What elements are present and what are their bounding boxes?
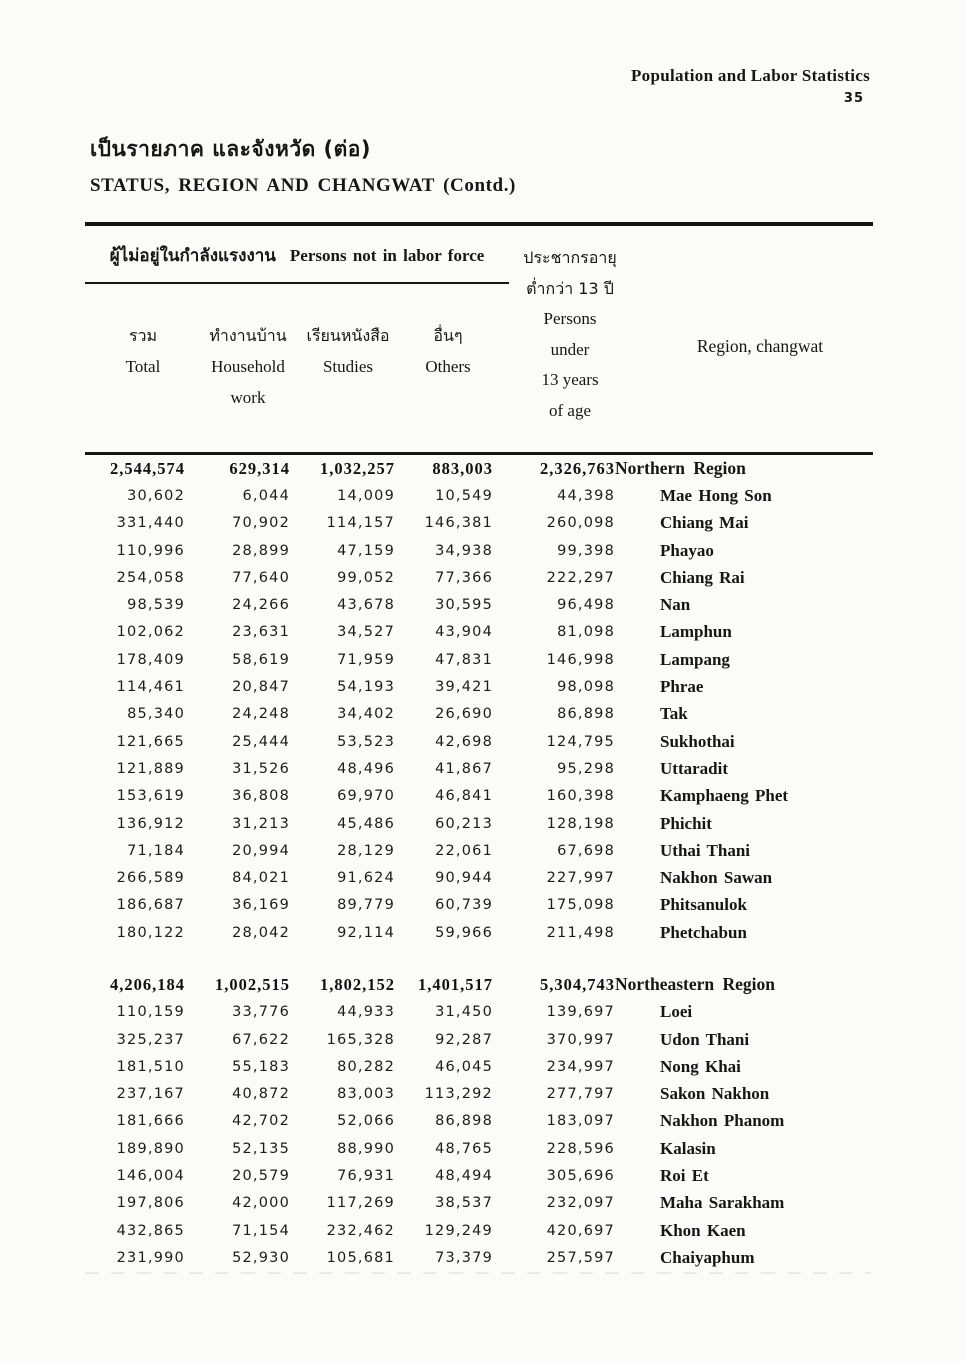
cell-others: 42,698	[435, 733, 493, 750]
table-row	[85, 1053, 873, 1080]
table-header	[85, 222, 873, 455]
cell-under13: 96,498	[557, 597, 615, 614]
cell-others: 43,904	[435, 624, 493, 641]
column-header-others-english: Others	[425, 357, 471, 376]
cell-studies: 105,681	[326, 1249, 395, 1266]
cell-under13: 2,326,763	[540, 458, 615, 478]
section-spacer	[85, 946, 873, 971]
cell-region-changwat: Phetchabun	[660, 922, 747, 942]
column-header-total	[88, 320, 198, 382]
cell-region-changwat: Udon Thani	[660, 1029, 750, 1049]
cell-studies: 83,003	[337, 1086, 395, 1103]
cell-studies: 44,933	[337, 1004, 395, 1021]
table-row	[85, 1081, 873, 1108]
cell-region-changwat: Northeastern Region	[615, 974, 776, 995]
cell-studies: 53,523	[337, 733, 395, 750]
cell-under13: 67,698	[557, 842, 615, 859]
table-row	[85, 755, 873, 782]
group-header-not-in-labor-force	[85, 242, 509, 269]
cell-studies: 43,678	[337, 597, 395, 614]
cell-region-changwat: Nan	[660, 595, 691, 615]
cell-region-changwat: Nakhon Phanom	[660, 1111, 785, 1131]
cell-region-changwat: Phichit	[660, 813, 712, 833]
table-row	[85, 510, 873, 537]
cell-total: 432,865	[116, 1222, 185, 1239]
cell-total: 30,602	[127, 487, 185, 504]
cell-household: 23,631	[232, 624, 290, 641]
table-row	[85, 482, 873, 509]
column-header-others-thai: อื่นๆ	[433, 326, 463, 345]
cell-others: 30,595	[435, 597, 493, 614]
under13-thai-line1: ประชากรอายุ	[523, 248, 617, 267]
table-row	[85, 537, 873, 564]
cell-under13: 98,098	[557, 679, 615, 696]
cell-under13: 228,596	[546, 1140, 615, 1157]
cell-under13: 257,597	[546, 1249, 615, 1266]
cell-under13: 81,098	[557, 624, 615, 641]
table-row	[85, 591, 873, 618]
cell-household: 67,622	[232, 1031, 290, 1048]
cell-studies: 28,129	[337, 842, 395, 859]
table-row	[85, 1190, 873, 1217]
cell-under13: 146,998	[546, 651, 615, 668]
cell-total: 197,806	[116, 1195, 185, 1212]
cell-region-changwat: Chaiyaphum	[660, 1247, 755, 1267]
cell-household: 28,899	[232, 542, 290, 559]
cell-total: 189,890	[116, 1140, 185, 1157]
bottom-ghost-rule	[85, 1272, 871, 1274]
cell-region-changwat: Sukhothai	[660, 731, 735, 751]
table-row	[85, 1135, 873, 1162]
cell-region-changwat: Mae Hong Son	[660, 485, 772, 505]
group-header-underline	[85, 282, 509, 284]
column-header-region-changwat: Region, changwat	[696, 336, 824, 356]
cell-others: 146,381	[424, 515, 493, 532]
under13-english-line3: 13 years	[541, 370, 599, 389]
cell-household: 77,640	[232, 569, 290, 586]
cell-region-changwat: Phitsanulok	[660, 895, 747, 915]
under13-english-line1: Persons	[543, 309, 597, 328]
table-row	[85, 646, 873, 673]
column-header-household-work	[193, 320, 303, 413]
cell-household: 1,002,515	[215, 974, 290, 994]
cell-total: 180,122	[116, 924, 185, 941]
cell-household: 70,902	[232, 515, 290, 532]
cell-studies: 165,328	[326, 1031, 395, 1048]
cell-others: 129,249	[424, 1222, 493, 1239]
cell-household: 31,526	[232, 760, 290, 777]
cell-under13: 5,304,743	[540, 974, 615, 994]
cell-studies: 117,269	[326, 1195, 395, 1212]
cell-under13: 420,697	[546, 1222, 615, 1239]
cell-others: 34,938	[435, 542, 493, 559]
cell-household: 58,619	[232, 651, 290, 668]
cell-studies: 92,114	[337, 924, 395, 941]
table-row	[85, 1108, 873, 1135]
cell-studies: 14,009	[337, 487, 395, 504]
table-row	[85, 673, 873, 700]
table-row	[85, 810, 873, 837]
cell-region-changwat: Tak	[660, 704, 688, 724]
under13-english-line2: under	[550, 339, 590, 359]
cell-total: 121,665	[116, 733, 185, 750]
cell-household: 20,579	[232, 1168, 290, 1185]
cell-others: 1,401,517	[418, 974, 493, 994]
running-header-title: Population and Labor Statistics	[630, 66, 870, 85]
cell-under13: 86,898	[557, 706, 615, 723]
cell-studies: 45,486	[337, 815, 395, 832]
group-header-english: Persons not in labor force	[289, 246, 485, 265]
cell-household: 25,444	[232, 733, 290, 750]
cell-others: 46,841	[435, 788, 493, 805]
cell-household: 52,930	[232, 1249, 290, 1266]
cell-region-changwat: Phayao	[660, 540, 714, 560]
cell-total: 186,687	[116, 897, 185, 914]
cell-household: 55,183	[232, 1058, 290, 1075]
cell-studies: 1,032,257	[320, 458, 395, 478]
cell-household: 31,213	[232, 815, 290, 832]
cell-under13: 95,298	[557, 760, 615, 777]
cell-region-changwat: Roi Et	[660, 1166, 709, 1186]
cell-under13: 44,398	[557, 487, 615, 504]
cell-studies: 34,527	[337, 624, 395, 641]
column-header-total-english: Total	[125, 357, 161, 376]
cell-others: 59,966	[435, 924, 493, 941]
cell-others: 38,537	[435, 1195, 493, 1212]
cell-region-changwat: Nakhon Sawan	[660, 868, 773, 888]
table-row	[85, 701, 873, 728]
cell-under13: 305,696	[546, 1168, 615, 1185]
cell-studies: 91,624	[337, 870, 395, 887]
cell-studies: 71,959	[337, 651, 395, 668]
cell-total: 178,409	[116, 651, 185, 668]
cell-under13: 139,697	[546, 1004, 615, 1021]
cell-others: 22,061	[435, 842, 493, 859]
cell-total: 266,589	[116, 870, 185, 887]
cell-total: 136,912	[116, 815, 185, 832]
cell-household: 42,702	[232, 1113, 290, 1130]
cell-others: 46,045	[435, 1058, 493, 1075]
cell-total: 254,058	[116, 569, 185, 586]
cell-region-changwat: Khon Kaen	[660, 1220, 746, 1240]
cell-household: 24,266	[232, 597, 290, 614]
cell-others: 41,867	[435, 760, 493, 777]
cell-studies: 1,802,152	[320, 974, 395, 994]
cell-household: 24,248	[232, 706, 290, 723]
cell-total: 114,461	[116, 679, 185, 696]
cell-total: 325,237	[116, 1031, 185, 1048]
cell-others: 47,831	[435, 651, 493, 668]
cell-region-changwat: Northern Region	[615, 458, 746, 479]
cell-studies: 89,779	[337, 897, 395, 914]
cell-others: 86,898	[435, 1113, 493, 1130]
column-header-household-thai: ทำงานบ้าน	[209, 326, 287, 345]
cell-others: 60,739	[435, 897, 493, 914]
cell-under13: 175,098	[546, 897, 615, 914]
cell-region-changwat: Lamphun	[660, 622, 732, 642]
cell-region-changwat: Lampang	[660, 649, 730, 669]
table-row	[85, 1217, 873, 1244]
cell-household: 71,154	[232, 1222, 290, 1239]
cell-under13: 211,498	[546, 924, 615, 941]
cell-household: 629,314	[229, 458, 290, 478]
cell-region-changwat: Chiang Rai	[660, 567, 745, 587]
cell-under13: 160,398	[546, 788, 615, 805]
cell-region-changwat: Sakon Nakhon	[660, 1084, 770, 1104]
cell-household: 52,135	[232, 1140, 290, 1157]
cell-studies: 54,193	[337, 679, 395, 696]
cell-others: 73,379	[435, 1249, 493, 1266]
cell-household: 84,021	[232, 870, 290, 887]
cell-total: 237,167	[116, 1086, 185, 1103]
data-table	[85, 455, 873, 1272]
cell-studies: 69,970	[337, 788, 395, 805]
group-header-thai: ผู้ไม่อยู่ในกำลังแรงงาน	[109, 246, 276, 266]
cell-others: 26,690	[435, 706, 493, 723]
cell-under13: 232,097	[546, 1195, 615, 1212]
cell-under13: 128,198	[546, 815, 615, 832]
cell-studies: 34,402	[337, 706, 395, 723]
cell-total: 85,340	[127, 706, 185, 723]
cell-total: 231,990	[116, 1249, 185, 1266]
table-row	[85, 728, 873, 755]
table-row	[85, 837, 873, 864]
table-row	[85, 1026, 873, 1053]
cell-under13: 277,797	[546, 1086, 615, 1103]
under13-thai-line2: ต่ำกว่า 13 ปี	[526, 278, 614, 298]
cell-others: 39,421	[435, 679, 493, 696]
table-row	[85, 619, 873, 646]
cell-under13: 260,098	[546, 515, 615, 532]
column-header-studies-english: Studies	[322, 357, 374, 376]
column-header-household-english: Household	[211, 357, 285, 376]
cell-region-changwat: Kamphaeng Phet	[660, 786, 789, 806]
cell-region-changwat: Maha Sarakham	[660, 1193, 785, 1213]
cell-others: 10,549	[435, 487, 493, 504]
statistics-table	[85, 222, 873, 1272]
cell-household: 6,044	[242, 487, 290, 504]
running-header	[631, 66, 870, 106]
cell-total: 4,206,184	[110, 974, 185, 994]
cell-total: 331,440	[116, 515, 185, 532]
cell-under13: 234,997	[546, 1058, 615, 1075]
cell-region-changwat: Uttaradit	[660, 758, 728, 778]
title-thai: เป็นรายภาค และจังหวัด (ต่อ)	[90, 137, 372, 161]
cell-household: 40,872	[232, 1086, 290, 1103]
cell-studies: 52,066	[337, 1113, 395, 1130]
column-header-total-thai: รวม	[128, 326, 158, 345]
cell-others: 113,292	[424, 1086, 493, 1103]
under13-english-line4: of age	[548, 400, 591, 420]
cell-region-changwat: Uthai Thani	[660, 840, 751, 860]
cell-studies: 88,990	[337, 1140, 395, 1157]
column-header-others	[393, 320, 503, 382]
cell-under13: 124,795	[546, 733, 615, 750]
cell-region-changwat: Loei	[660, 1002, 693, 1022]
cell-total: 153,619	[116, 788, 185, 805]
cell-studies: 47,159	[337, 542, 395, 559]
cell-region-changwat: Nong Khai	[660, 1056, 741, 1076]
cell-total: 146,004	[116, 1168, 185, 1185]
column-header-under-13	[513, 243, 627, 426]
cell-others: 90,944	[435, 870, 493, 887]
cell-total: 98,539	[127, 597, 185, 614]
cell-under13: 227,997	[546, 870, 615, 887]
table-row	[85, 564, 873, 591]
table-row	[85, 892, 873, 919]
cell-studies: 48,496	[337, 760, 395, 777]
cell-total: 110,996	[116, 542, 185, 559]
page-number: 35	[843, 91, 864, 106]
document-title	[90, 133, 516, 197]
cell-household: 20,847	[232, 679, 290, 696]
cell-under13: 222,297	[546, 569, 615, 586]
cell-total: 181,666	[116, 1113, 185, 1130]
column-header-studies	[293, 320, 403, 382]
cell-region-changwat: Chiang Mai	[660, 513, 749, 533]
cell-others: 92,287	[435, 1031, 493, 1048]
cell-region-changwat: Kalasin	[660, 1138, 716, 1158]
cell-total: 71,184	[127, 842, 185, 859]
cell-under13: 99,398	[557, 542, 615, 559]
cell-others: 883,003	[432, 458, 493, 478]
cell-studies: 232,462	[326, 1222, 395, 1239]
cell-household: 33,776	[232, 1004, 290, 1021]
table-row	[85, 783, 873, 810]
cell-total: 110,159	[116, 1004, 185, 1021]
table-row	[85, 999, 873, 1026]
cell-household: 42,000	[232, 1195, 290, 1212]
cell-others: 48,494	[435, 1168, 493, 1185]
table-row	[85, 919, 873, 946]
cell-others: 77,366	[435, 569, 493, 586]
column-header-studies-thai: เรียนหนังสือ	[306, 326, 390, 345]
table-row	[85, 1244, 873, 1271]
cell-others: 60,213	[435, 815, 493, 832]
table-row	[85, 864, 873, 891]
cell-under13: 183,097	[546, 1113, 615, 1130]
cell-studies: 99,052	[337, 569, 395, 586]
table-row-region	[85, 971, 873, 998]
cell-studies: 114,157	[326, 515, 395, 532]
cell-total: 121,889	[116, 760, 185, 777]
cell-region-changwat: Phrae	[660, 677, 704, 697]
cell-household: 20,994	[232, 842, 290, 859]
cell-studies: 80,282	[337, 1058, 395, 1075]
cell-total: 102,062	[116, 624, 185, 641]
cell-others: 48,765	[435, 1140, 493, 1157]
cell-household: 28,042	[232, 924, 290, 941]
table-body	[85, 455, 873, 1272]
title-english: STATUS, REGION AND CHANGWAT (Contd.)	[90, 175, 516, 196]
cell-studies: 76,931	[337, 1168, 395, 1185]
cell-household: 36,808	[232, 788, 290, 805]
column-header-household-english2: work	[230, 388, 266, 407]
cell-household: 36,169	[232, 897, 290, 914]
cell-total: 181,510	[116, 1058, 185, 1075]
table-row	[85, 1162, 873, 1189]
cell-total: 2,544,574	[110, 458, 185, 478]
table-row-region	[85, 455, 873, 482]
cell-others: 31,450	[435, 1004, 493, 1021]
cell-under13: 370,997	[546, 1031, 615, 1048]
